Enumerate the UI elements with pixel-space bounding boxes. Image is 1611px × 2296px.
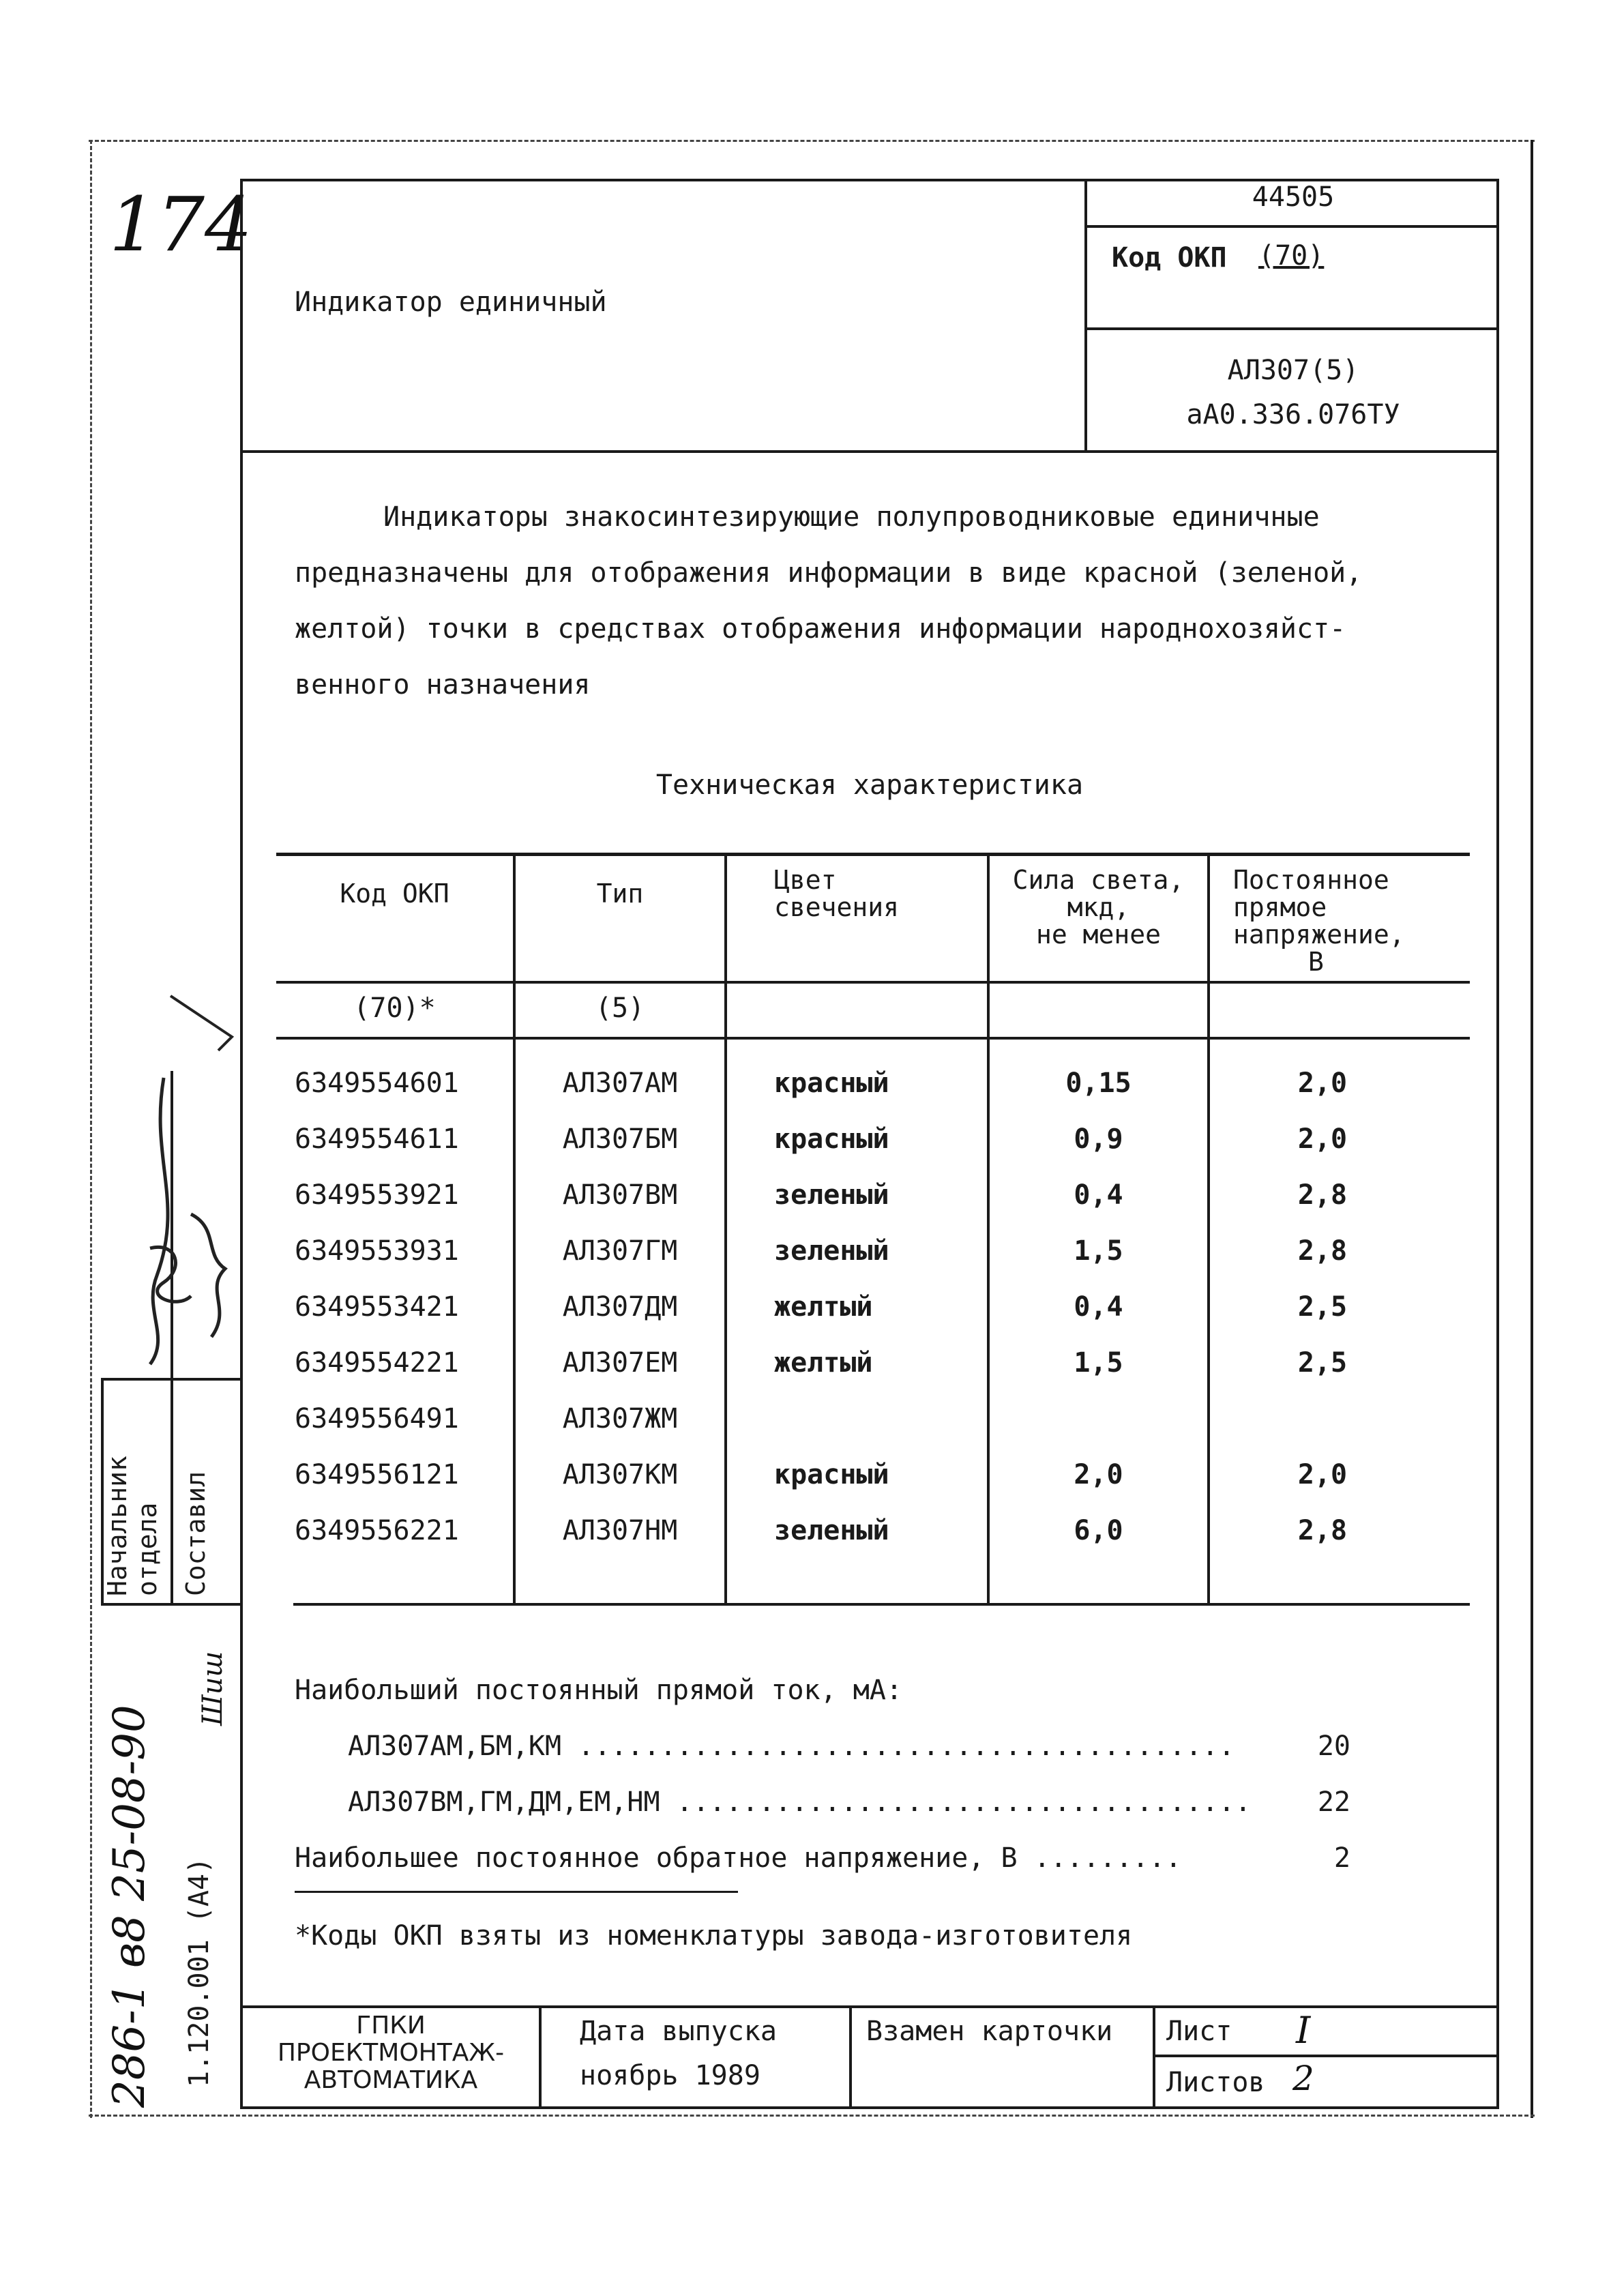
header-code: 44505 <box>1252 181 1335 213</box>
cell-okp-code: 6349554601 <box>295 1068 459 1099</box>
signature-scribbles <box>102 955 246 1392</box>
cell-glow-color: красный <box>774 1123 889 1155</box>
cell-okp-code: 6349554221 <box>295 1347 459 1379</box>
composer-label: Составил <box>181 1471 211 1596</box>
cell-glow-color: зеленый <box>774 1235 889 1267</box>
issue-date: ноябрь 1989 <box>580 2060 760 2091</box>
issue-label: Дата выпуска <box>580 2016 777 2047</box>
th-okp: Код ОКП <box>340 879 449 909</box>
cell-luminous-intensity: 0,15 <box>1065 1068 1132 1099</box>
cell-type: АЛ307ЖМ <box>562 1403 678 1434</box>
cell-forward-voltage: 2,5 <box>1297 1347 1348 1379</box>
spec-line-2-value: 22 <box>1317 1786 1350 1818</box>
sheet-value: I <box>1296 2009 1311 2052</box>
sub-okp: (70)* <box>353 992 436 1024</box>
section-title: Техническая характеристика <box>655 769 1084 801</box>
org-name: ГПКИ ПРОЕКТМОНТАЖ- АВТОМАТИКА <box>277 2012 505 2094</box>
sheet-mark: 174 <box>109 181 252 268</box>
cell-luminous-intensity: 6,0 <box>1074 1515 1123 1546</box>
cell-type: АЛ307ДМ <box>562 1291 678 1323</box>
cell-forward-voltage: 2,8 <box>1297 1515 1348 1546</box>
cell-luminous-intensity: 1,5 <box>1074 1235 1123 1267</box>
cell-okp-code: 6349556121 <box>295 1459 459 1490</box>
th-color: Цвет свечения <box>774 865 900 922</box>
description-line-2: предназначены для отображения информации в виде красной (зеленой, <box>295 557 1363 589</box>
cell-luminous-intensity: 0,9 <box>1074 1123 1123 1155</box>
spec-line-3-value: 2 <box>1333 1842 1350 1874</box>
spec-line-2-label: АЛ307ВМ,ГМ,ДМ,ЕМ,НМ ................................... <box>348 1786 1252 1818</box>
cell-glow-color: красный <box>774 1459 889 1490</box>
spec-line-3-label: Наибольшее постоянное обратное напряжение, В ......... <box>295 1842 1182 1874</box>
cell-type: АЛ307ЕМ <box>562 1347 678 1379</box>
cell-luminous-intensity: 0,4 <box>1074 1291 1123 1323</box>
cell-glow-color: желтый <box>774 1347 873 1379</box>
cell-type: АЛ307ГМ <box>562 1235 678 1267</box>
description-line-1: Индикаторы знакосинтезирующие полупроводниковые единичные <box>383 501 1320 533</box>
type-line-1: АЛ307(5) <box>1227 355 1359 386</box>
cell-type: АЛ307НМ <box>562 1515 678 1546</box>
max-current-label: Наибольший постоянный прямой ток, мА: <box>295 1675 903 1706</box>
description-line-4: венного назначения <box>295 669 591 701</box>
sheets-label: Листов <box>1166 2067 1265 2098</box>
cell-glow-color: желтый <box>774 1291 873 1323</box>
sheet-label: Лист <box>1166 2016 1232 2047</box>
okp-label: Код ОКП <box>1112 242 1227 274</box>
cell-type: АЛ307КМ <box>562 1459 678 1490</box>
cell-forward-voltage: 2,0 <box>1297 1459 1348 1490</box>
cell-okp-code: 6349556491 <box>295 1403 459 1434</box>
cell-type: АЛ307ВМ <box>562 1179 678 1211</box>
cell-glow-color: зеленый <box>774 1515 889 1546</box>
cell-luminous-intensity: 2,0 <box>1074 1459 1123 1490</box>
form-code: 1.120.001 (А4) <box>183 1857 215 2087</box>
th-luminous: Сила света, мкд, не менее <box>1012 865 1185 950</box>
sub-type: (5) <box>595 992 645 1024</box>
okp-value: (70) <box>1258 240 1325 271</box>
cell-okp-code: 6349554611 <box>295 1123 459 1155</box>
cell-glow-color: зеленый <box>774 1179 889 1211</box>
th-voltage: Постоянное прямое напряжение, В <box>1233 865 1405 977</box>
type-line-2: аА0.336.076ТУ <box>1186 399 1400 430</box>
dept-head-label: Начальник отдела <box>102 1456 162 1596</box>
cell-okp-code: 6349553421 <box>295 1291 459 1323</box>
handwritten-date: 286-1 в8 25-08-90 <box>104 1705 155 2108</box>
cell-luminous-intensity: 0,4 <box>1074 1179 1123 1211</box>
spec-line-1-value: 20 <box>1317 1731 1350 1762</box>
replace-label: Взамен карточки <box>866 2016 1113 2047</box>
th-type: Тип <box>596 879 644 909</box>
cell-forward-voltage: 2,8 <box>1297 1235 1348 1267</box>
cell-forward-voltage: 2,0 <box>1297 1068 1348 1099</box>
header-title: Индикатор единичный <box>295 286 607 318</box>
cell-okp-code: 6349553921 <box>295 1179 459 1211</box>
description-line-3: желтой) точки в средствах отображения информации народнохозяйст- <box>295 613 1346 645</box>
spec-line-1-label: АЛ307АМ,БМ,КМ ........................................ <box>348 1731 1235 1762</box>
cell-glow-color: красный <box>774 1068 889 1099</box>
cell-type: АЛ307БМ <box>562 1123 678 1155</box>
footnote: *Коды ОКП взяты из номенклатуры завода-изготовителя <box>295 1920 1133 1952</box>
cell-forward-voltage: 2,5 <box>1297 1291 1348 1323</box>
cell-forward-voltage: 2,0 <box>1297 1123 1348 1155</box>
cell-okp-code: 6349553931 <box>295 1235 459 1267</box>
sheets-value: 2 <box>1292 2059 1314 2098</box>
cell-type: АЛ307АМ <box>562 1068 678 1099</box>
cell-okp-code: 6349556221 <box>295 1515 459 1546</box>
initials-side: Шиш <box>197 1651 228 1726</box>
cell-luminous-intensity: 1,5 <box>1074 1347 1123 1379</box>
cell-forward-voltage: 2,8 <box>1297 1179 1348 1211</box>
